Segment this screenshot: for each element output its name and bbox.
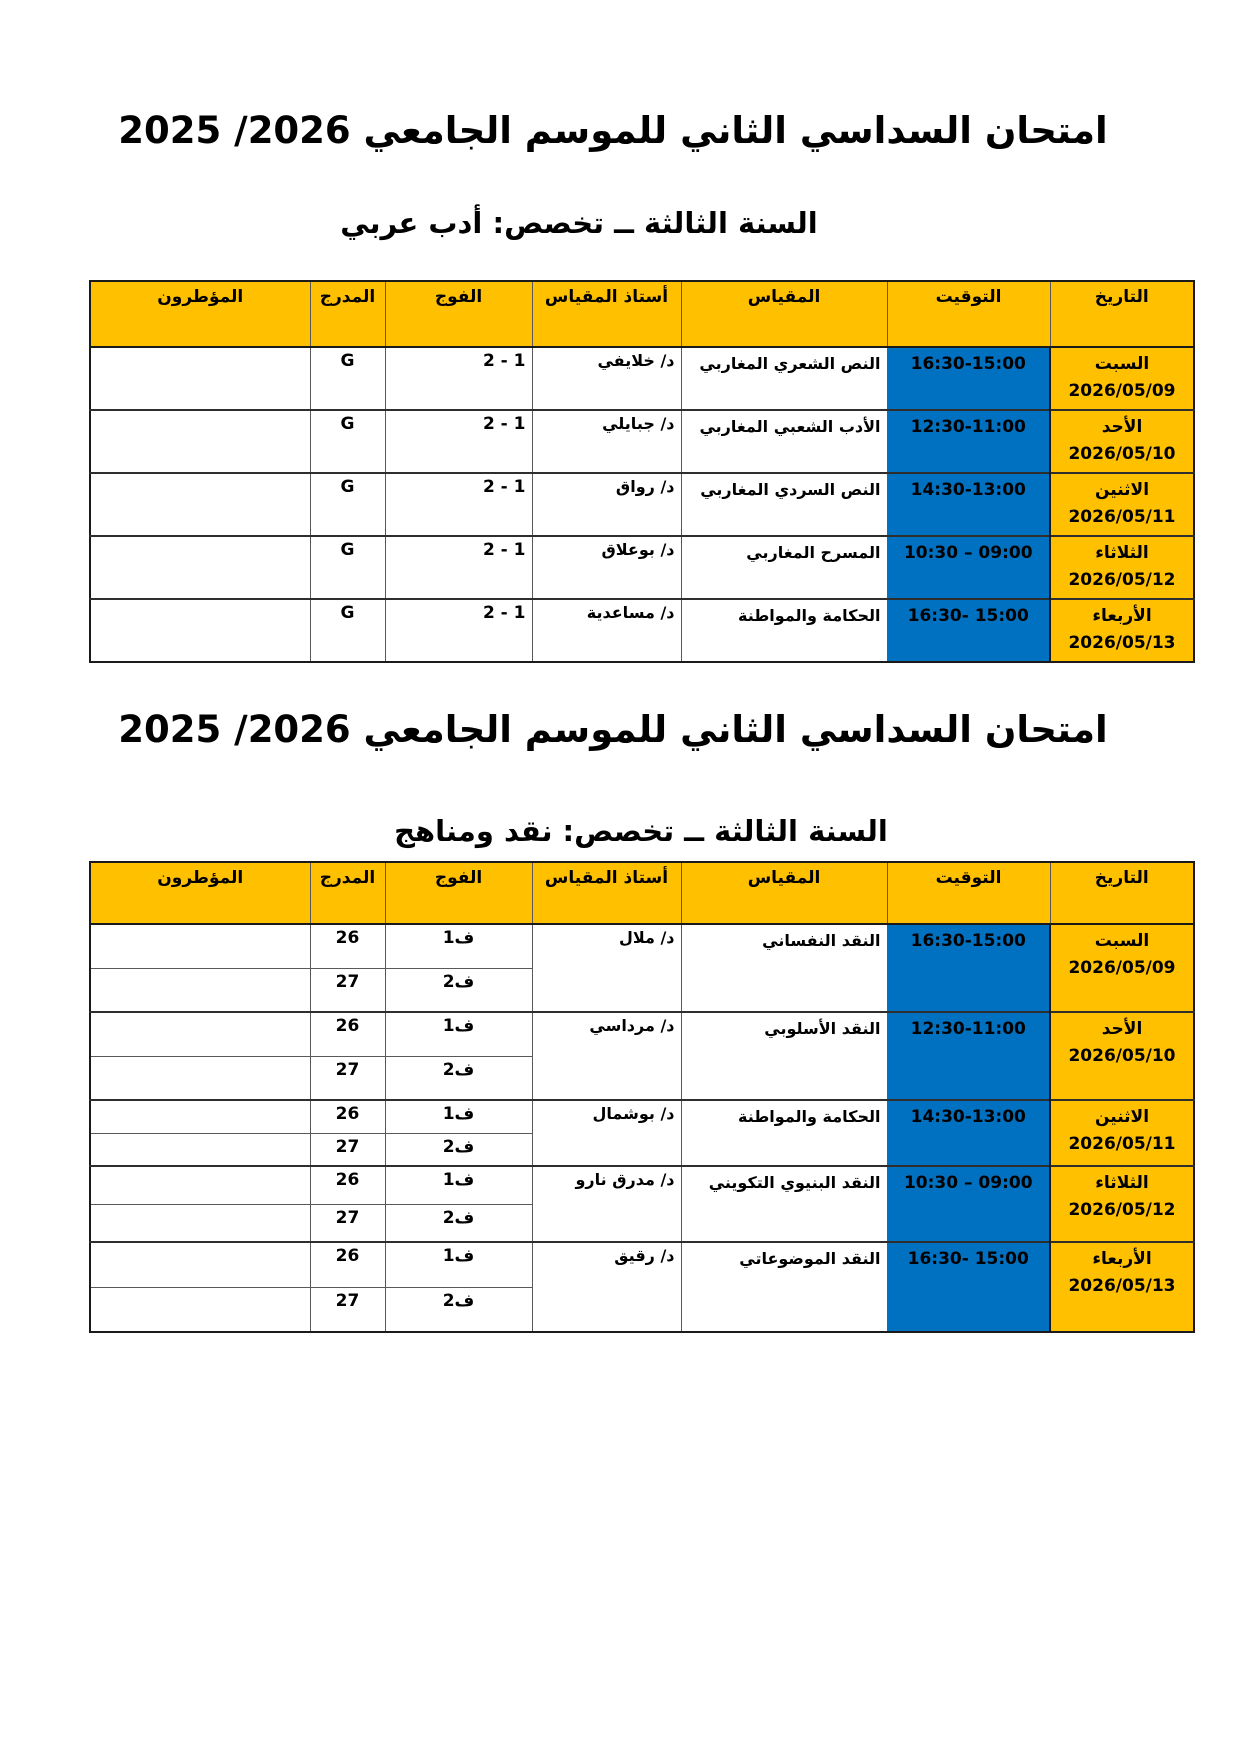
day-name: الأربعاء [1092,1249,1152,1270]
group-cell: 2 - 1 [385,473,532,536]
date-cell [1050,410,1194,473]
time-cell: 16:30-15:00 [887,347,1050,410]
table-row [90,410,1194,473]
header-professor: أستاذ المقياس [532,862,681,924]
supervisors-cell [90,1166,310,1204]
table-row [90,347,1194,410]
time-cell: 16:30- 15:00 [887,599,1050,662]
header-time: التوقيت [887,281,1050,347]
professor-cell: د/ ملال [532,924,681,1012]
table-row [90,1166,1194,1204]
professor-cell: د/ خلايفي [532,347,681,410]
time-cell: 16:30-15:00 [887,924,1050,1012]
date-value: 2026/05/11 [1068,506,1176,527]
professor-cell: د/ بوعلاق [532,536,681,599]
day-name: السبت [1094,931,1150,952]
supervisors-cell [90,1204,310,1242]
date-value: 2026/05/10 [1068,443,1176,464]
subject-cell: النص السردي المغاربي [681,473,887,536]
hall-cell: 27 [310,1204,385,1242]
subject-cell: النقد الموضوعاتي [681,1242,887,1332]
group-cell: ف2 [385,968,532,1012]
date-cell [1050,599,1194,662]
group-cell: 2 - 1 [385,599,532,662]
date-value: 2026/05/09 [1068,958,1176,979]
subject-cell: النقد النفساني [681,924,887,1012]
day-name: الأربعاء [1092,605,1152,626]
page-title: امتحان السداسي الثاني للموسم الجامعي 2026/ 2025 [118,109,1108,152]
hall-cell: 26 [310,1012,385,1056]
date-value: 2026/05/11 [1068,1134,1176,1155]
day-name: الاثنين [1094,479,1150,500]
header-group: الفوج [385,281,532,347]
supervisors-cell [90,599,310,662]
day-name: الثلاثاء [1095,542,1149,563]
professor-cell: د/ رواق [532,473,681,536]
supervisors-cell [90,1056,310,1100]
section2-subtitle: السنة الثالثة ــ تخصص: نقد ومناهج [394,814,888,849]
section1-subtitle: السنة الثالثة ــ تخصص: أدب عربي [340,205,818,240]
table-row [90,599,1194,662]
group-cell: ف1 [385,1100,532,1133]
supervisors-cell [90,1100,310,1133]
header-hall: المدرج [310,862,385,924]
professor-cell: د/ مساعدية [532,599,681,662]
date-value: 2026/05/10 [1068,1046,1176,1067]
time-cell: 10:30 – 09:00 [887,536,1050,599]
subject-cell: الحكامة والمواطنة [681,599,887,662]
group-cell: ف1 [385,1166,532,1204]
page-title-2: امتحان السداسي الثاني للموسم الجامعي 2026/ 2025 [118,707,1108,751]
exam-table-criticism-methods [89,861,1195,1333]
time-cell: 14:30-13:00 [887,473,1050,536]
header-supervisors: المؤطرون [90,281,310,347]
day-name: السبت [1094,353,1150,374]
supervisors-cell [90,968,310,1012]
hall-cell: 27 [310,1133,385,1166]
date-cell [1050,347,1194,410]
group-cell: 2 - 1 [385,347,532,410]
subject-cell: الأدب الشعبي المغاربي [681,410,887,473]
group-cell: 2 - 1 [385,410,532,473]
exam-table-arabic-literature [89,280,1195,663]
table-row [90,473,1194,536]
professor-cell: د/ جبايلي [532,410,681,473]
supervisors-cell [90,536,310,599]
table-row [90,1100,1194,1133]
subject-cell: النقد البنيوي التكويني [681,1166,887,1242]
date-value: 2026/05/13 [1068,632,1176,653]
subject-cell: الحكامة والمواطنة [681,1100,887,1166]
hall-cell: 26 [310,924,385,968]
hall-cell: G [310,536,385,599]
header-subject: المقياس [681,281,887,347]
group-cell: ف2 [385,1204,532,1242]
date-cell [1050,1242,1194,1332]
supervisors-cell [90,1287,310,1332]
supervisors-cell [90,347,310,410]
group-cell: ف1 [385,924,532,968]
header-time: التوقيت [887,862,1050,924]
group-cell: ف2 [385,1133,532,1166]
table-row [90,1242,1194,1287]
day-name: الأحد [1101,1019,1143,1040]
hall-cell: G [310,473,385,536]
supervisors-cell [90,924,310,968]
date-cell [1050,473,1194,536]
professor-cell: د/ مرداسي [532,1012,681,1100]
professor-cell: د/ بوشمال [532,1100,681,1166]
header-group: الفوج [385,862,532,924]
date-cell [1050,536,1194,599]
hall-cell: 26 [310,1242,385,1287]
hall-cell: 26 [310,1100,385,1133]
group-cell: 2 - 1 [385,536,532,599]
header-date: التاريخ [1050,281,1194,347]
group-cell: ف1 [385,1242,532,1287]
date-value: 2026/05/12 [1068,1200,1176,1221]
header-date: التاريخ [1050,862,1194,924]
supervisors-cell [90,1133,310,1166]
time-cell: 16:30- 15:00 [887,1242,1050,1332]
hall-cell: G [310,347,385,410]
supervisors-cell [90,410,310,473]
table-row [90,1012,1194,1056]
supervisors-cell [90,1012,310,1056]
header-row [90,862,1194,924]
time-cell: 12:30-11:00 [887,1012,1050,1100]
day-name: الثلاثاء [1095,1173,1149,1194]
header-row [90,281,1194,347]
table-row [90,536,1194,599]
table-row [90,924,1194,968]
document-page [89,0,1193,1333]
subject-cell: النص الشعري المغاربي [681,347,887,410]
date-cell [1050,924,1194,1012]
day-name: الأحد [1101,416,1143,437]
professor-cell: د/ مدرق نارو [532,1166,681,1242]
header-supervisors: المؤطرون [90,862,310,924]
time-cell: 14:30-13:00 [887,1100,1050,1166]
header-hall: المدرج [310,281,385,347]
group-cell: ف1 [385,1012,532,1056]
time-cell: 10:30 – 09:00 [887,1166,1050,1242]
hall-cell: 27 [310,1056,385,1100]
hall-cell: G [310,599,385,662]
date-cell [1050,1100,1194,1166]
supervisors-cell [90,1242,310,1287]
hall-cell: 26 [310,1166,385,1204]
date-cell [1050,1012,1194,1100]
subject-cell: النقد الأسلوبي [681,1012,887,1100]
group-cell: ف2 [385,1056,532,1100]
header-professor: أستاذ المقياس [532,281,681,347]
date-cell [1050,1166,1194,1242]
date-value: 2026/05/09 [1068,380,1176,401]
time-cell: 12:30-11:00 [887,410,1050,473]
subject-cell: المسرح المغاربي [681,536,887,599]
header-subject: المقياس [681,862,887,924]
supervisors-cell [90,473,310,536]
group-cell: ف2 [385,1287,532,1332]
professor-cell: د/ رقيق [532,1242,681,1332]
hall-cell: G [310,410,385,473]
hall-cell: 27 [310,968,385,1012]
day-name: الاثنين [1094,1107,1150,1128]
date-value: 2026/05/12 [1068,569,1176,590]
date-value: 2026/05/13 [1068,1276,1176,1297]
hall-cell: 27 [310,1287,385,1332]
